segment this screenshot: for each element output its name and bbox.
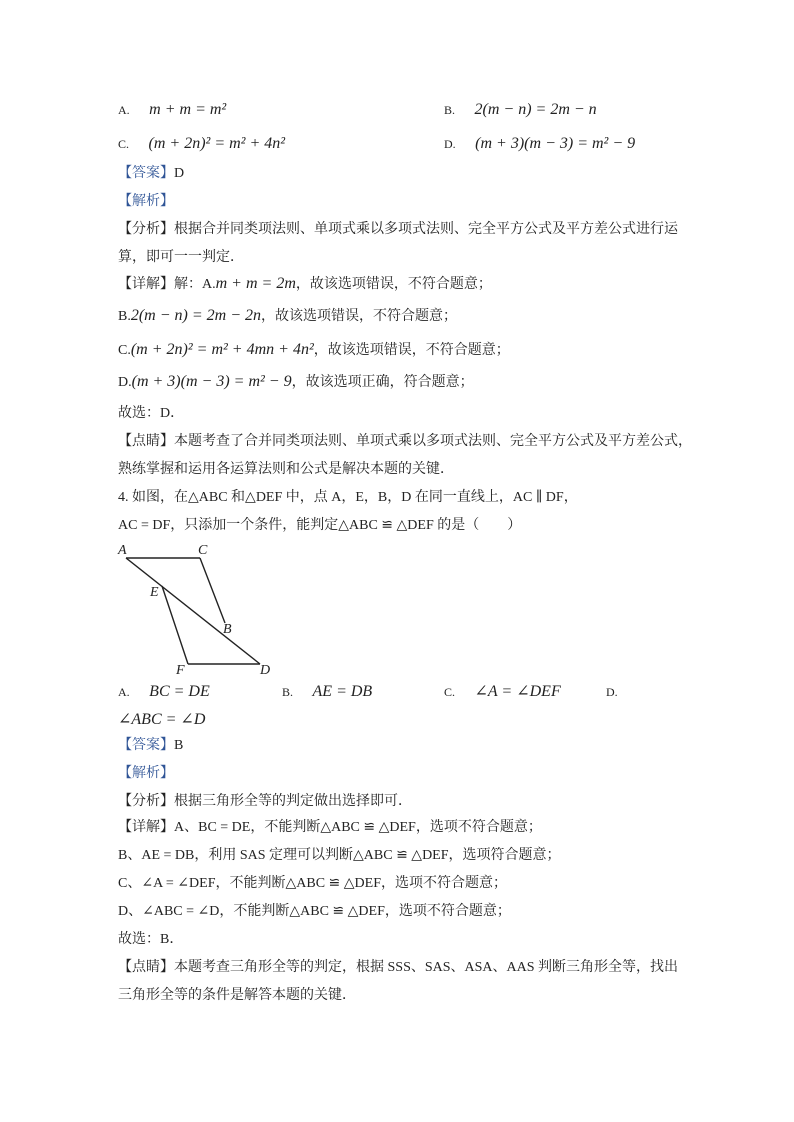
detail-prefix: C. <box>118 343 131 358</box>
detail-text: D、∠ABC = ∠D，不能判断△ABC ≌ △DEF，选项不符合题意； <box>118 904 511 919</box>
option-letter: A. <box>118 685 130 699</box>
option-letter: D. <box>606 685 618 699</box>
q4-choose <box>118 930 183 950</box>
q4-fenxi <box>118 792 412 812</box>
option-expression: (m + 2n)² = m² + 4n² <box>148 135 286 152</box>
q4-option-d-expr <box>118 710 205 731</box>
option-letter: C. <box>444 685 456 699</box>
detail-prefix: B. <box>118 309 131 324</box>
q4-detail-a <box>118 818 542 838</box>
q4-detail-d <box>118 902 511 922</box>
answer-value: B <box>174 738 184 753</box>
option-letter: B. <box>444 103 456 117</box>
detail-text: ，故该选项错误，不符合题意； <box>313 343 510 358</box>
q4-option-d-letter <box>606 682 634 703</box>
segment-cb <box>200 558 225 623</box>
point-label-a: A <box>118 543 127 558</box>
detail-text: ，故该选项错误，不符合题意； <box>295 277 492 292</box>
q3-detail-d <box>118 372 474 393</box>
segment-ad <box>126 558 260 664</box>
detail-expression: (m + 3)(m − 3) = m² − 9 <box>131 373 292 390</box>
q3-option-b <box>444 100 597 121</box>
dianjing-text: 本题考查三角形全等的判定，根据 SSS、SAS、ASA、AAS 判断三角形全等，找出 <box>174 960 679 975</box>
q4-option-b <box>282 682 372 703</box>
option-letter: A. <box>118 103 130 117</box>
q3-choose <box>118 404 184 424</box>
q4-answer <box>118 736 183 756</box>
q3-option-a <box>118 100 226 121</box>
q4-option-c <box>444 682 561 703</box>
detail-text: B、AE = DB，利用 SAS 定理可以判断△ABC ≌ △DEF，选项符合题意； <box>118 848 561 863</box>
option-expression: (m + 3)(m − 3) = m² − 9 <box>475 135 636 152</box>
dianjing-text: 熟练掌握和运用各运算法则和公式是解决本题的关键． <box>118 462 454 477</box>
q3-detail-b <box>118 306 457 327</box>
detail-prefix: D. <box>118 375 132 390</box>
q4-geometry-figure <box>110 538 290 678</box>
q4-dianjing-line1 <box>118 958 678 978</box>
q3-fenxi-line2 <box>118 248 244 268</box>
option-letter: D. <box>444 137 456 151</box>
q4-analysis <box>118 764 174 784</box>
option-letter: C. <box>118 137 130 151</box>
point-label-e: E <box>150 585 159 600</box>
q4-dianjing-line2 <box>118 986 356 1006</box>
detail-expression: m + m = 2m <box>215 275 296 292</box>
answer-value: D <box>174 166 185 181</box>
fenxi-text: 根据合并同类项法则、单项式乘以多项式法则、完全平方公式及平方差公式进行运 <box>174 222 678 237</box>
q3-fenxi-line1 <box>118 220 678 240</box>
answer-tag: 【答案】 <box>118 738 174 753</box>
point-label-f: F <box>176 663 185 678</box>
detail-text: A、BC = DE，不能判断△ABC ≌ △DEF，选项不符合题意； <box>174 820 542 835</box>
option-expression: 2(m − n) = 2m − n <box>474 101 597 118</box>
option-expression: ∠A = ∠DEF <box>474 683 561 700</box>
q3-dianjing-line2 <box>118 460 454 480</box>
point-label-c: C <box>198 543 208 558</box>
q3-answer <box>118 164 184 184</box>
option-expression: m + m = m² <box>149 101 227 118</box>
q4-stem-line1 <box>118 488 578 508</box>
detail-text: ，故该选项正确，符合题意； <box>291 375 474 390</box>
point-label-b: B <box>223 622 232 637</box>
detail-tag: 【详解】 <box>118 277 174 292</box>
option-expression: ∠ABC = ∠D <box>118 711 206 728</box>
q4-detail-c <box>118 874 507 894</box>
choose-text: 故选：B． <box>118 932 184 947</box>
q4-option-a <box>118 682 210 703</box>
detail-prefix: 解：A. <box>174 277 216 292</box>
detail-text: ，故该选项错误，不符合题意； <box>261 309 457 324</box>
segment-ef <box>162 586 188 664</box>
q4-detail-b <box>118 846 561 866</box>
analysis-tag: 【解析】 <box>118 194 174 209</box>
detail-expression: 2(m − n) = 2m − 2n <box>130 307 261 324</box>
detail-tag: 【详解】 <box>118 820 174 835</box>
point-label-d: D <box>260 663 271 678</box>
dianjing-text: 本题考查了合并同类项法则、单项式乘以多项式法则、完全平方公式及平方差公式， <box>174 434 692 449</box>
q4-stem-line2 <box>118 516 521 536</box>
fenxi-tag: 【分析】 <box>118 794 174 809</box>
stem-text: AC = DF，只添加一个条件，能判定△ABC ≌ △DEF 的是（ ） <box>118 518 522 533</box>
q3-detail-c <box>118 340 510 361</box>
fenxi-tag: 【分析】 <box>118 222 174 237</box>
detail-expression: (m + 2n)² = m² + 4mn + 4n² <box>130 341 314 358</box>
dianjing-tag: 【点睛】 <box>118 960 174 975</box>
choose-text: 故选：D． <box>118 406 185 421</box>
q3-dianjing-line1 <box>118 432 692 452</box>
analysis-tag: 【解析】 <box>118 766 174 781</box>
q3-detail-a <box>118 274 492 295</box>
option-expression: AE = DB <box>312 683 373 700</box>
q3-analysis <box>118 192 174 212</box>
answer-tag: 【答案】 <box>118 166 174 181</box>
dianjing-tag: 【点睛】 <box>118 434 174 449</box>
dianjing-text: 三角形全等的条件是解答本题的关键． <box>118 988 356 1003</box>
detail-text: C、∠A = ∠DEF，不能判断△ABC ≌ △DEF，选项不符合题意； <box>118 876 507 891</box>
option-expression: BC = DE <box>149 683 210 700</box>
fenxi-text: 算，即可一一判定． <box>118 250 244 265</box>
q3-option-c <box>118 134 285 155</box>
fenxi-text: 根据三角形全等的判定做出选择即可． <box>174 794 412 809</box>
option-letter: B. <box>282 685 294 699</box>
stem-text: 4. 如图，在△ABC 和△DEF 中，点 A，E，B，D 在同一直线上，AC ∥ DF， <box>118 490 578 505</box>
q3-option-d <box>444 134 635 155</box>
